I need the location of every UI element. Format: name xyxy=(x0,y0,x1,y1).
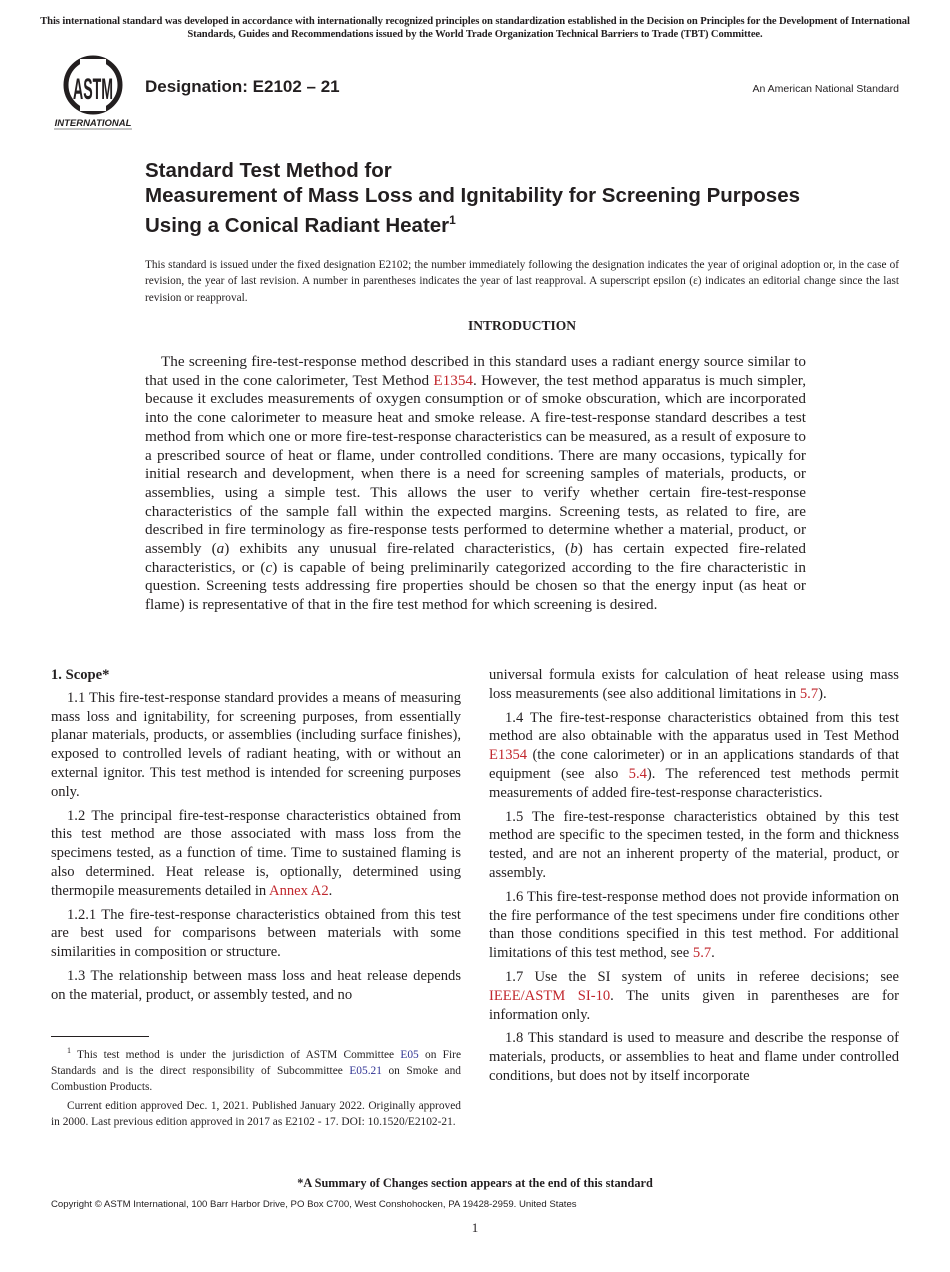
issued-note: This standard is issued under the fixed designation E2102; the number immediately following the designation indicates the year of original adoption or, in the case of revision, the year of last revision. A number in parentheses indicates the year of last reapproval. A superscript epsilon (ε) indicates an editorial change since the last revision or reapproval. xyxy=(145,259,899,304)
text-run: . xyxy=(711,945,715,962)
wto-notice: This international standard was developed in accordance with internationally recognized principles on standardization established in the Decision on Principles for the Development of International Standards, Guides and Recommendations issued by the World Trade Organization Technical Barriers to Trade (TBT) Committee. xyxy=(40,16,910,40)
american-national-standard-label: An American National Standard xyxy=(752,83,899,95)
document-title xyxy=(145,158,845,238)
text-run: Current edition approved Dec. 1, 2021. Published January 2022. Originally approved in 2000. Last previous edition approved in 2017 as E2102 - 17. DOI: 10.1520/E2102-21. xyxy=(51,1099,461,1128)
reference-link[interactable]: E05 xyxy=(400,1048,419,1061)
left-paragraphs xyxy=(51,689,461,1005)
paragraph xyxy=(51,1043,461,1095)
footnotes xyxy=(51,1043,461,1133)
reference-link[interactable]: 5.7 xyxy=(692,945,712,962)
paragraph xyxy=(51,689,461,802)
paragraph xyxy=(51,1098,461,1130)
introduction xyxy=(145,353,806,615)
right-paragraphs xyxy=(489,666,899,1086)
text-run: The screening fire-test-response method described in this standard uses a radiant energy source similar to that used in the cone calorimeter, Test Method xyxy=(145,353,806,389)
text-run: ) exhibits any unusual fire-related characteristics, ( xyxy=(224,540,571,558)
paragraph xyxy=(51,906,461,962)
page-number: 1 xyxy=(471,1220,479,1235)
text-run: 1.7 Use the SI system of units in referee decisions; see xyxy=(505,968,899,985)
text-run: ) has certain expected fire-related characteristics, or ( xyxy=(145,540,807,576)
copyright: Copyright © ASTM International, 100 Barr Harbor Drive, PO Box C700, West Conshohocken, PA 19428-2959. United States xyxy=(51,1199,577,1210)
text-run: . However, the test method apparatus is much simpler, because it excludes measurements of oxygen consumption or of smoke obscuration, which are incorporated into the cone calorimeter to measure heat and smoke release. A fire-test-response standard describes a test method from which one or more fire-test-response characteristics can be measured, as a result of exposure to a prescribed source of heat or flame, under controlled conditions. There are many occasions, typically for initial research and development, when there is a need for screening samples of materials, products, or assemblies, using a simple test. This allows the user to verify whether certain fire-test-response characteristics of the sample fall within the expected margins. Screening tests, as related to fire, are described in fire terminology as fire-response tests performed to determine whether a material, product, or assembly ( xyxy=(145,371,807,558)
text-run: 1.2.1 The fire-test-response characteristics obtained from this test are best used for comparisons between materials with some similarities in composition or structure. xyxy=(51,906,461,961)
reference-link[interactable]: E1354 xyxy=(433,371,474,389)
section-heading-scope: 1. Scope* xyxy=(51,667,110,683)
text-run: 1.4 The fire-test-response characteristics obtained from this test method are also obtainable with the apparatus used in Test Method xyxy=(489,709,899,745)
text-run: 1.5 The fire-test-response characteristics obtained by this test method are specific to the specimen tested, in the form and thickness tested, and are not an inherent property of the material, product, or assembly. xyxy=(489,808,899,881)
paragraph xyxy=(489,968,899,1024)
footnote-number: 1 xyxy=(67,1046,71,1055)
italic-run: c xyxy=(265,558,273,576)
paragraph xyxy=(489,888,899,963)
paragraph xyxy=(489,666,899,704)
title-footnote-mark[interactable]: 1 xyxy=(449,213,456,227)
text-run: . The units given in parentheses are for information only. xyxy=(489,987,899,1023)
introduction-heading: INTRODUCTION xyxy=(467,318,576,333)
designation: Designation: E2102 – 21 xyxy=(145,77,340,96)
paragraph xyxy=(489,1029,899,1085)
paragraph xyxy=(489,709,899,803)
italic-run: a xyxy=(216,540,225,558)
reference-link[interactable]: E1354 xyxy=(489,747,528,764)
svg-text:ASTM: ASTM xyxy=(73,73,113,106)
footnote-divider xyxy=(51,1036,149,1037)
text-run: This test method is under the jurisdiction of ASTM Committee xyxy=(71,1048,401,1061)
reference-link[interactable]: 5.7 xyxy=(799,685,819,702)
text-run: 1.1 This fire-test-response standard provides a means of measuring mass loss and ignitability, for screening purposes, from essentially planar materials, products, or assemblies (including surface finishes), exposed to controlled levels of radiant heating, with or without an external ignitor. This test method is intended for screening purposes only. xyxy=(51,689,461,800)
text-run: ). xyxy=(818,685,827,702)
text-run: universal formula exists for calculation of heat release using mass loss measurements (see also additional limitations in xyxy=(489,667,899,702)
reference-link[interactable]: Annex A2 xyxy=(269,882,329,899)
text-run: 1.6 This fire-test-response method does not provide information on the fire performance of the test specimens under fire conditions other than those conditions specified in this test method. For additional limitations of this test method, see xyxy=(489,888,899,962)
text-run: 1.2 The principal fire-test-response characteristics obtained from this test method are those associated with mass loss from the specimens tested, as a function of time. Time to sustained flaming is also determined. Heat release is, optionally, determined using thermopile measurements detailed in xyxy=(51,807,461,899)
right-column xyxy=(489,666,899,1091)
summary-of-changes-note: *A Summary of Changes section appears at the end of this standard xyxy=(297,1176,653,1190)
astm-logo xyxy=(52,55,134,131)
title-line-1: Standard Test Method for xyxy=(145,159,392,182)
text-run: 1.8 This standard is used to measure and describe the response of materials, products, or assemblies to heat and flame under controlled conditions, but does not by itself incorporate xyxy=(489,1030,899,1084)
text-run: ). The referenced test methods permit measurements of added fire-test-response characteristics. xyxy=(489,765,899,801)
text-run: (the cone calorimeter) or in an applications standards of that equipment (see also xyxy=(489,747,899,782)
title-line-2: Measurement of Mass Loss and Ignitability for Screening Purposes Using a Conical Radiant Heater xyxy=(145,184,801,237)
reference-link[interactable]: E05.21 xyxy=(349,1064,382,1077)
text-run: ) is capable of being preliminarily categorized according to the fire characteristic in question. Screening tests addressing fire properties should be chosen so that the energy input (as heat or flame) is representative of that in the fire test method for which screening is desired. xyxy=(145,558,806,614)
reference-link[interactable]: IEEE/ASTM SI-10 xyxy=(489,987,611,1004)
paragraph xyxy=(489,808,899,883)
text-run: on Smoke and Combustion Products. xyxy=(51,1064,461,1093)
paragraph xyxy=(51,807,461,901)
left-column xyxy=(51,666,461,1010)
reference-link[interactable]: 5.4 xyxy=(628,765,647,782)
paragraph xyxy=(51,967,461,1005)
text-run: 1.3 The relationship between mass loss and heat release depends on the material, product, or assembly tested, and no xyxy=(51,967,461,1003)
astm-logo-icon xyxy=(52,55,134,131)
text-run: . xyxy=(328,882,333,899)
introduction-paragraph xyxy=(145,353,806,615)
text-run: on Fire Standards and is the direct responsibility of Subcommittee xyxy=(51,1048,461,1077)
svg-text:INTERNATIONAL: INTERNATIONAL xyxy=(54,118,132,129)
italic-run: b xyxy=(570,540,578,558)
